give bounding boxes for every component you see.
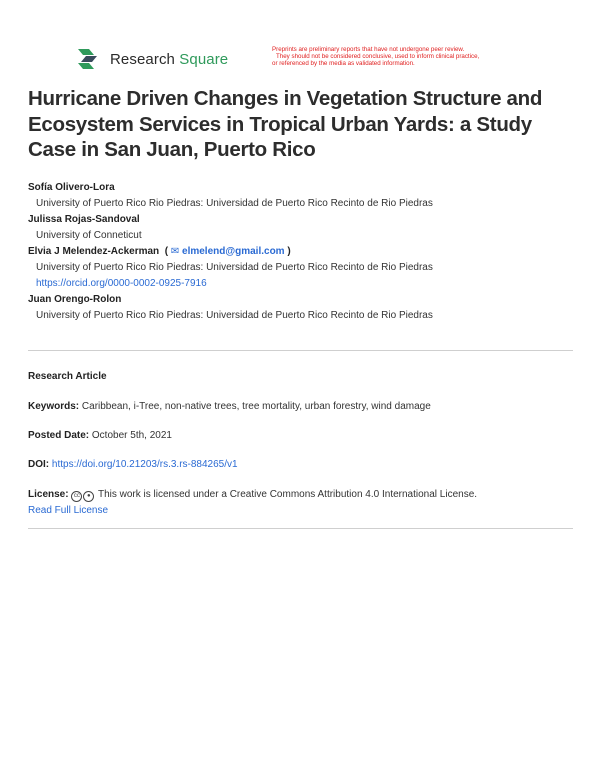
header [76,46,576,76]
author-entry [28,292,578,324]
author-entry [28,212,578,244]
author-entry [28,180,578,212]
attribution-icon: ● [83,491,94,502]
research-square-logo-icon [76,46,104,72]
author-affiliation: University of Puerto Rico Rio Piedras: Universidad de Puerto Rico Recinto de Rio Piedras [36,262,433,273]
preprint-disclaimer: Preprints are preliminary reports that have not undergone peer review. They should not be considered conclusive, used to inform clinical practice, or referenced by the media as validated information. [272,46,480,67]
author-name: Sofía Olivero-Lora [28,182,115,193]
posted-date: Posted Date: October 5th, 2021 [28,430,172,441]
doi-link[interactable]: https://doi.org/10.21203/rs.3.rs-884265/v1 [51,459,238,470]
author-email-link[interactable]: elmelend@gmail.com [182,246,285,257]
author-affiliation: University of Puerto Rico Rio Piedras: Universidad de Puerto Rico Recinto de Rio Piedras [36,310,433,321]
author-affiliation: University of Conneticut [36,230,142,241]
envelope-icon: ✉ [170,246,180,257]
author-entry [28,244,578,292]
keywords: Keywords: Caribbean, i-Tree, non-native trees, tree mortality, urban forestry, wind damage [28,401,431,412]
author-affiliation: University of Puerto Rico Rio Piedras: Universidad de Puerto Rico Recinto de Rio Piedras [36,198,433,209]
creative-commons-icon: cc [71,491,82,502]
orcid-link[interactable]: https://orcid.org/0000-0002-0925-7916 [36,278,207,289]
research-square-logo[interactable] [76,46,228,72]
paper-title: Hurricane Driven Changes in Vegetation Structure and Ecosystem Services in Tropical Urban Yards: a Study Case in San Juan, Puerto Rico [28,87,543,161]
author-name: Elvia J Melendez-Ackerman ( ✉ elmelend@gmail.com ) [28,246,291,257]
divider [28,350,573,351]
author-name: Juan Orengo-Rolon [28,294,122,305]
author-name: Julissa Rojas-Sandoval [28,214,140,225]
article-type: Research Article [28,371,107,382]
author-list [28,180,578,324]
logo-text: Research Square [110,50,229,68]
doi: DOI: https://doi.org/10.21203/rs.3.rs-884265/v1 [28,459,238,470]
license: License: cc ● This work is licensed under a Creative Commons Attribution 4.0 International License. Read Full License [28,487,578,519]
divider [28,528,573,529]
read-full-license-link[interactable]: Read Full License [28,505,109,516]
